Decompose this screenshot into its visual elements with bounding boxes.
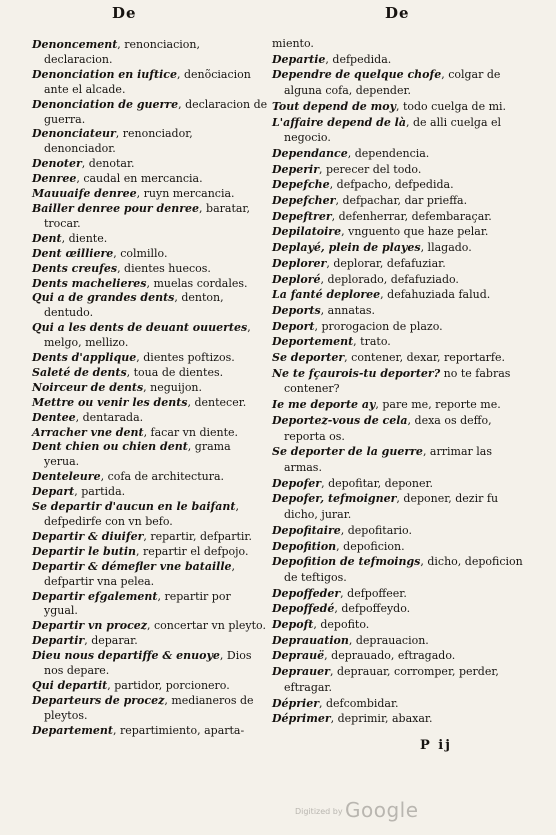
dictionary-entry (272, 52, 526, 68)
entry-translation: , vnguento que haze pelar. (341, 225, 489, 239)
entry-headword: Mettre ou venir les dents (32, 395, 188, 409)
entry-headword: Dent œilliere (32, 246, 114, 260)
dictionary-entry (272, 397, 526, 413)
dictionary-entry (32, 381, 268, 396)
entry-translation: , cofa de architectura. (100, 470, 225, 484)
entry-translation: , defpedirfe con vn befo. (44, 500, 239, 528)
entry-headword: Denonciation en iuftice (32, 67, 177, 81)
entry-translation: , prorogacion de plazo. (314, 319, 443, 333)
dictionary-entry (272, 648, 526, 664)
dictionary-entry (272, 633, 526, 649)
entry-translation: , depofitario. (340, 523, 412, 537)
header-right: De (385, 4, 410, 22)
entry-headword: Departir le butin (32, 544, 136, 558)
entry-headword: Depefcher (272, 194, 336, 208)
entry-translation: , renonciador, denonciador. (44, 127, 193, 156)
entry-translation: , muelas cordales. (146, 276, 248, 290)
entry-headword: Arracher vne dent (32, 425, 144, 439)
entry-headword: Deprauë (272, 649, 325, 663)
dictionary-entry (272, 366, 526, 397)
dictionary-entry (32, 366, 268, 381)
entry-headword: Depoffedé (272, 602, 335, 616)
dictionary-entry (32, 649, 268, 679)
entry-translation: , dependencia. (347, 146, 430, 160)
dictionary-entry (272, 586, 526, 602)
entry-headword: Denonciateur (32, 127, 116, 141)
entry-headword: Departir vn procez (32, 619, 148, 633)
entry-headword: Denoncement (32, 38, 118, 51)
entry-translation: , defahuziada falud. (380, 288, 491, 302)
dictionary-entry (272, 539, 526, 555)
entry-translation: no te fabras contener? (284, 366, 511, 396)
entry-headword: Deperir (272, 162, 319, 176)
entry-headword: Depefche (272, 178, 330, 192)
dictionary-entry (272, 177, 526, 193)
entry-translation: , defpacho, defpedida. (329, 178, 454, 192)
entry-translation: , colgar de alguna cofa, depender. (284, 68, 501, 98)
dictionary-entry (272, 224, 526, 240)
dictionary-entry (272, 319, 526, 335)
entry-translation: , melgo, mellizo. (44, 321, 251, 350)
entry-headword: Dent (32, 231, 62, 245)
entry-translation: , repartimiento, aparta- (112, 723, 245, 737)
entry-translation: , arrimar las armas. (284, 445, 492, 474)
dictionary-entry (272, 350, 526, 366)
signature-mark: P ij (420, 738, 452, 753)
entry-translation: , deplorar, defafuziar. (326, 256, 446, 270)
entry-translation: , renonciacion, declaracion. (44, 38, 200, 66)
entry-headword: Deploré (272, 272, 321, 286)
entry-translation: , defpartir vna pelea. (44, 559, 236, 588)
dictionary-entry (32, 470, 268, 485)
entry-headword: Bailler denree pour denree (32, 201, 200, 215)
entry-translation: miento. (272, 37, 314, 50)
dictionary-entry (272, 523, 526, 539)
right-column (272, 36, 526, 727)
dictionary-entry (272, 444, 526, 475)
entry-translation: , neguijon. (143, 380, 203, 394)
entry-headword: Depoft (272, 618, 314, 632)
entry-translation: , dentarada. (75, 410, 144, 424)
entry-translation: , defpedida. (325, 52, 392, 66)
dictionary-entry (32, 172, 268, 187)
entry-headword: Noirceur de dents (32, 380, 144, 394)
entry-translation: , diente. (61, 231, 108, 245)
entry-translation: , Dios nos depare. (44, 649, 252, 678)
dictionary-entry (272, 146, 526, 162)
entry-headword: Departir & diuifer (32, 529, 144, 543)
google-logo: Google (345, 798, 419, 822)
entry-translation: , depofito. (313, 618, 370, 632)
dictionary-entry (272, 334, 526, 350)
entry-headword: Deports (272, 303, 321, 317)
dictionary-entry (32, 694, 268, 724)
entry-translation: , ruyn mercancia. (136, 187, 235, 201)
entry-headword: Deplorer (272, 256, 327, 270)
entry-headword: Depofition de tefmoings (272, 555, 421, 569)
entry-headword: Deprauer (272, 665, 330, 679)
dictionary-entry (32, 187, 268, 202)
entry-headword: Ie me deporte ay (272, 398, 376, 412)
dictionary-entry (32, 560, 268, 590)
entry-headword: Depoffeder (272, 586, 341, 600)
entry-translation: , concertar vn pleyto. (147, 619, 266, 633)
entry-headword: Denoter (32, 157, 82, 171)
entry-translation: , denton, dentudo. (44, 291, 224, 320)
entry-headword: Departeurs de procez (32, 693, 165, 707)
dictionary-entry (272, 209, 526, 225)
entry-translation: , dexa os deffo, reporta os. (284, 413, 492, 443)
entry-translation: , partidor, porcionero. (107, 678, 230, 692)
entry-translation: , toua de dientes. (126, 365, 224, 379)
dictionary-entry (32, 396, 268, 411)
entry-headword: Dependre de quelque chofe (272, 68, 442, 82)
entry-headword: Déprimer (272, 712, 331, 726)
entry-headword: Tout depend de moy (272, 99, 396, 113)
dictionary-entry (272, 67, 526, 98)
entry-headword: Departie (272, 52, 326, 66)
entry-translation: , llagado. (420, 241, 472, 255)
dictionary-entry (32, 500, 268, 530)
entry-headword: Mauuaife denree (32, 187, 137, 201)
entry-headword: Se departir d'aucun en le baifant (32, 500, 236, 514)
dictionary-entry (272, 554, 526, 585)
dictionary-entry (32, 619, 268, 634)
entry-headword: Deportement (272, 335, 354, 349)
entry-translation: , perecer del todo. (319, 162, 422, 176)
entry-translation: , baratar, trocar. (44, 201, 250, 230)
entry-translation: , defpoffeer. (340, 586, 407, 600)
entry-headword: Deport (272, 319, 315, 333)
entry-headword: Dents machelieres (32, 276, 147, 290)
dictionary-entry (32, 321, 268, 351)
entry-translation: , deprauado, eftragado. (324, 649, 456, 663)
entry-headword: Dieu nous departiffe & enuoye (32, 649, 220, 663)
dictionary-entry (32, 127, 268, 157)
dictionary-entry (32, 202, 268, 232)
entry-translation: , trato. (353, 335, 391, 349)
dictionary-entry (32, 277, 268, 292)
entry-translation: , denotar. (81, 157, 135, 171)
dictionary-entry (272, 711, 526, 727)
dictionary-entry (32, 38, 268, 68)
entry-translation: , repartir el defpojo. (136, 544, 249, 558)
entry-translation: , dentecer. (187, 395, 247, 409)
header-left: De (112, 4, 137, 22)
dictionary-entry (32, 262, 268, 277)
entry-headword: Departir & démefler vne bataille (32, 559, 232, 573)
entry-headword: Depart (32, 485, 75, 499)
entry-headword: Departir (32, 634, 85, 648)
entry-headword: Depofer (272, 476, 322, 490)
entry-translation: , grama yerua. (44, 440, 231, 469)
entry-translation: , caudal en mercancia. (76, 172, 203, 186)
dictionary-entry (272, 617, 526, 633)
entry-headword: Ne te fçaurois-tu deporter? (272, 366, 441, 380)
dictionary-entry (272, 287, 526, 303)
entry-translation: , pare me, reporte me. (375, 398, 501, 412)
entry-headword: Déprier (272, 696, 319, 710)
entry-translation: , denõciacion ante el alcade. (44, 67, 251, 96)
entry-translation: , deparar. (84, 634, 138, 648)
entry-translation: , repartir, defpartir. (143, 529, 252, 543)
entry-translation: , annatas. (320, 303, 376, 317)
entry-headword: Dentee (32, 410, 76, 424)
dictionary-entry (32, 426, 268, 441)
dictionary-entry (272, 256, 526, 272)
entry-headword: Se deporter de la guerre (272, 445, 423, 459)
left-column (32, 38, 268, 739)
dictionary-entry (272, 491, 526, 522)
dictionary-entry (32, 351, 268, 366)
entry-translation: , todo cuelga de mi. (395, 99, 507, 113)
entry-translation: , colmillo. (113, 246, 168, 260)
entry-translation: , deplorado, defafuziado. (320, 272, 459, 286)
entry-headword: La fanté deploree (272, 288, 381, 302)
dictionary-entry (272, 99, 526, 115)
entry-headword: Qui departit (32, 678, 108, 692)
dictionary-entry (272, 272, 526, 288)
dictionary-entry (32, 157, 268, 172)
entry-headword: Dependance (272, 146, 348, 160)
entry-translation: , contener, dexar, reportarfe. (344, 351, 505, 365)
entry-translation: , repartir por ygual. (44, 589, 231, 618)
dictionary-entry (272, 303, 526, 319)
entry-headword: Saleté de dents (32, 365, 127, 379)
dictionary-entry (272, 601, 526, 617)
entry-translation: , partida. (74, 485, 126, 499)
entry-headword: Depofer, tefmoigner (272, 492, 397, 506)
dictionary-entry (272, 696, 526, 712)
entry-headword: Deportez-vous de cela (272, 413, 408, 427)
entry-headword: Depeftrer (272, 209, 332, 223)
entry-translation: , defpoffeydo. (334, 602, 411, 616)
dictionary-entry (32, 440, 268, 470)
dictionary-entry (272, 240, 526, 256)
entry-headword: Dents d'applique (32, 351, 137, 365)
entry-translation: , deponer, dezir fu dicho, jurar. (284, 492, 499, 522)
entry-headword: Depofition (272, 539, 337, 553)
entry-translation: , dicho, depoficion de teftigos. (284, 555, 523, 584)
dictionary-entry (32, 98, 268, 128)
entry-translation: , facar vn diente. (143, 425, 239, 439)
entry-translation: , defenherrar, defembaraçar. (331, 209, 492, 223)
entry-headword: Qui a les dents de deuant ouuertes (32, 321, 248, 335)
dictionary-entry (32, 590, 268, 620)
digitized-by-watermark (295, 798, 445, 824)
dictionary-entry (272, 664, 526, 695)
dictionary-entry (32, 679, 268, 694)
entry-headword: Departir efgalement (32, 589, 158, 603)
entry-translation: , defcombidar. (319, 696, 399, 710)
dictionary-entry (32, 530, 268, 545)
dictionary-entry (32, 247, 268, 262)
dictionary-entry (32, 291, 268, 321)
entry-headword: Qui a de grandes dents (32, 291, 175, 305)
entry-translation: , defpachar, dar prieffa. (335, 194, 468, 208)
dictionary-entry (272, 413, 526, 444)
entry-translation: , declaracion de guerra. (44, 97, 268, 126)
dictionary-entry (32, 411, 268, 426)
dictionary-entry (32, 545, 268, 560)
dictionary-entry (32, 232, 268, 247)
dictionary-entry (32, 634, 268, 649)
entry-headword: Dent chien ou chien dent (32, 440, 188, 454)
dictionary-entry (32, 724, 268, 739)
entry-translation: , de alli cuelga el negocio. (284, 115, 502, 145)
entry-translation: , deprimir, abaxar. (330, 712, 433, 726)
entry-headword: Depilatoire (272, 225, 342, 239)
dictionary-entry (272, 193, 526, 209)
dictionary-entry (32, 485, 268, 500)
entry-translation: , deprauacion. (348, 633, 429, 647)
entry-headword: L'affaire depend de là (272, 115, 406, 129)
entry-headword: Departement (32, 723, 113, 737)
entry-translation: , depoficion. (336, 539, 405, 553)
entry-headword: Deplayé, plein de playes (272, 241, 421, 255)
running-header (0, 4, 556, 24)
entry-headword: Se deporter (272, 351, 345, 365)
entry-headword: Denree (32, 172, 77, 186)
entry-headword: Denonciation de guerre (32, 97, 179, 111)
dictionary-entry (272, 36, 526, 52)
dictionary-entry (272, 115, 526, 146)
dictionary-entry (272, 476, 526, 492)
entry-translation: , medianeros de pleytos. (44, 693, 254, 722)
entry-translation: , dientes huecos. (117, 261, 211, 275)
entry-translation: , dientes poftizos. (136, 351, 235, 365)
entry-translation: , deprauar, corromper, perder, eftragar. (284, 665, 499, 694)
entry-headword: Dents creufes (32, 261, 118, 275)
dictionary-entry (272, 162, 526, 178)
entry-translation: , depofitar, deponer. (321, 476, 434, 490)
entry-headword: Deprauation (272, 633, 349, 647)
dictionary-entry (32, 68, 268, 98)
entry-headword: Denteleure (32, 470, 101, 484)
watermark-prefix: Digitized by (295, 807, 343, 816)
entry-headword: Depofitaire (272, 523, 341, 537)
